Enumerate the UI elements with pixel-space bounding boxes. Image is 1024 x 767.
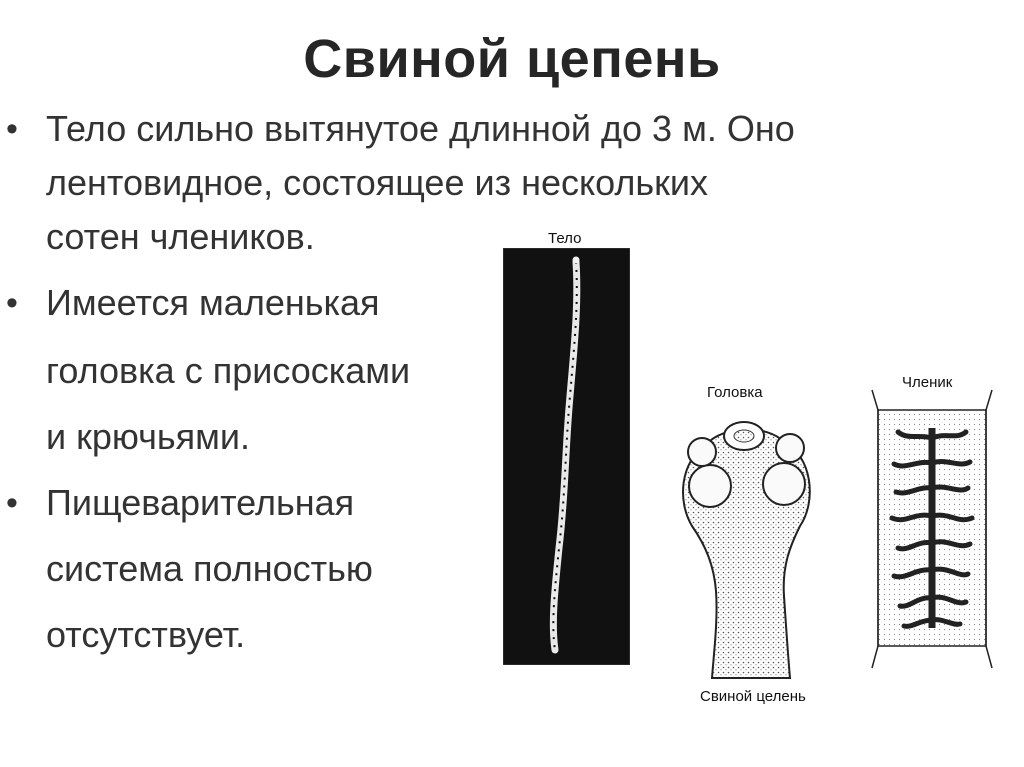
bullet-2-line-3: и крючьями.	[46, 416, 250, 457]
label-head: Головка	[707, 384, 763, 401]
bullet-2-line-2: головка с присосками	[46, 350, 411, 391]
bullet-1-line-3: сотен члеников.	[46, 216, 315, 257]
bullet-3-line-2: система полностью	[46, 548, 373, 589]
bullet-marker-1: •	[6, 110, 18, 148]
bullet-marker-3: •	[6, 484, 18, 522]
page-title: Свиной цепень	[303, 29, 721, 89]
bullet-3-line-1: Пищеварительная	[46, 482, 355, 523]
figure-caption: Свиной целень	[700, 688, 806, 705]
label-segment: Членик	[902, 374, 953, 391]
proglottid-segment-illustration	[868, 388, 996, 670]
bullet-3-line-3: отсутствует.	[46, 614, 246, 655]
tapeworm-body-illustration	[503, 248, 630, 665]
label-body: Тело	[548, 230, 582, 247]
bullet-marker-2: •	[6, 284, 18, 322]
scolex-head-illustration	[672, 406, 822, 682]
bullet-1-line-1: Тело сильно вытянутое длинной до 3 м. Оно	[46, 108, 795, 149]
bullet-2-line-1: Имеется маленькая	[46, 282, 380, 323]
bullet-1-line-2: лентовидное, состоящее из нескольких	[46, 162, 708, 203]
